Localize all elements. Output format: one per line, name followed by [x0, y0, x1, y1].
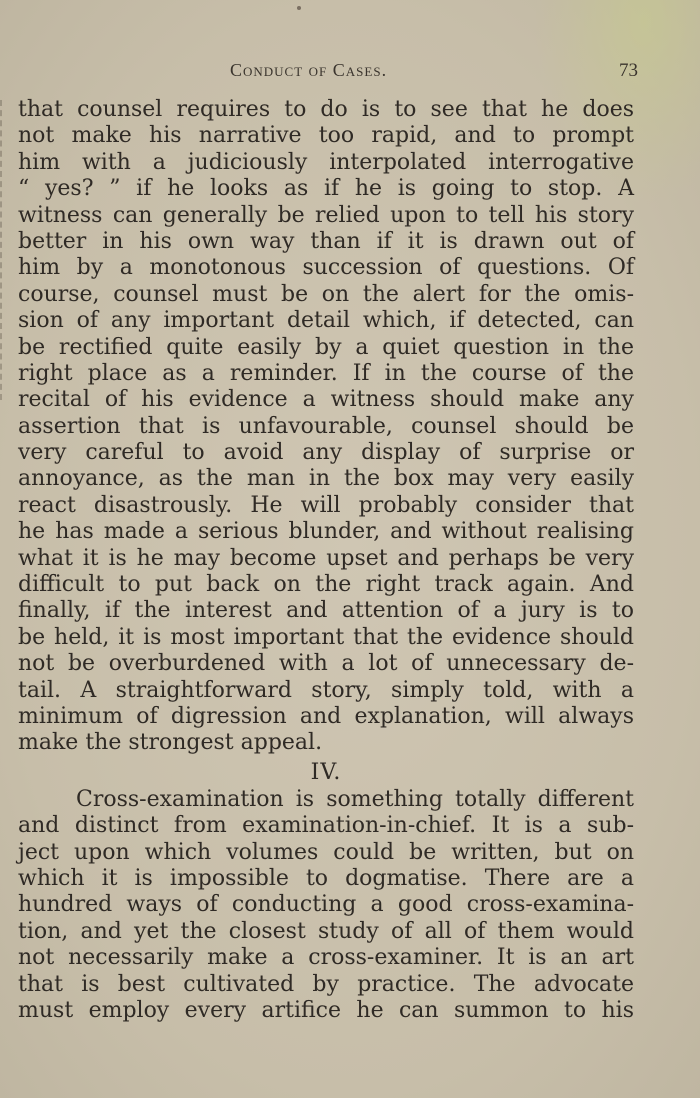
page-header	[18, 60, 638, 86]
binding-edge	[0, 100, 6, 400]
text-line: very careful to avoid any display of surprise or	[18, 440, 634, 466]
text-line: make the strongest appeal.	[18, 730, 323, 756]
text-line: annoyance, as the man in the box may very easily	[18, 466, 634, 492]
text-line: difficult to put back on the right track again. And	[18, 572, 634, 598]
text-line: course, counsel must be on the alert for the omis-	[18, 281, 634, 307]
text-line: him with a judiciously interpolated interrogative	[18, 149, 634, 175]
text-line: finally, if the interest and attention of a jury is to	[18, 598, 634, 624]
print-speck	[297, 6, 301, 10]
text-line: not be overburdened with a lot of unnecessary de-	[18, 651, 634, 677]
text-line: minimum of digression and explanation, will always	[18, 703, 634, 729]
text-line: ject upon which volumes could be written, but on	[18, 839, 634, 865]
text-line: tail. A straightforward story, simply told, with a	[18, 677, 634, 703]
text-line: which it is impossible to dogmatise. There are a	[18, 865, 634, 891]
text-line: hundred ways of conducting a good cross-examina-	[18, 892, 634, 918]
text-line: he has made a serious blunder, and without realising	[18, 519, 634, 545]
text-line: Cross-examination is something totally different	[76, 786, 634, 812]
text-line: and distinct from examination-in-chief. It is a sub-	[18, 813, 634, 839]
text-line: that counsel requires to do is to see that he does	[18, 97, 634, 122]
text-line: witness can generally be relied upon to tell his story	[18, 202, 634, 228]
text-line: react disastrously. He will probably consider that	[18, 492, 634, 518]
page-number: 73	[619, 60, 638, 81]
text-line: be rectified quite easily by a quiet question in the	[18, 334, 634, 360]
text-line: recital of his evidence a witness should make any	[18, 387, 634, 413]
text-line: sion of any important detail which, if detected, can	[18, 308, 634, 334]
text-line: not make his narrative too rapid, and to prompt	[18, 123, 634, 149]
text-line: tion, and yet the closest study of all of them would	[18, 918, 634, 944]
text-line: what it is he may become upset and perhaps be very	[18, 545, 634, 571]
running-title: Conduct of Cases.	[230, 60, 388, 80]
text-line: not necessarily make a cross-examiner. It is an art	[18, 945, 634, 971]
text-line: assertion that is unfavourable, counsel should be	[18, 413, 634, 439]
section-heading: IV.	[310, 759, 342, 785]
text-line: right place as a reminder. If in the course of the	[18, 360, 634, 386]
text-line: that is best cultivated by practice. The advocate	[18, 971, 634, 997]
paragraph-2	[18, 787, 634, 1025]
paragraph-1	[18, 97, 634, 757]
text-line: him by a monotonous succession of questions. Of	[18, 255, 634, 281]
text-line: “ yes? ” if he looks as if he is going to stop. A	[18, 176, 634, 202]
text-line: must employ every artifice he can summon to his	[18, 997, 634, 1023]
body-text	[18, 97, 634, 1024]
text-line: better in his own way than if it is drawn out of	[18, 228, 634, 254]
text-line: be held, it is most important that the evidence should	[18, 624, 634, 650]
